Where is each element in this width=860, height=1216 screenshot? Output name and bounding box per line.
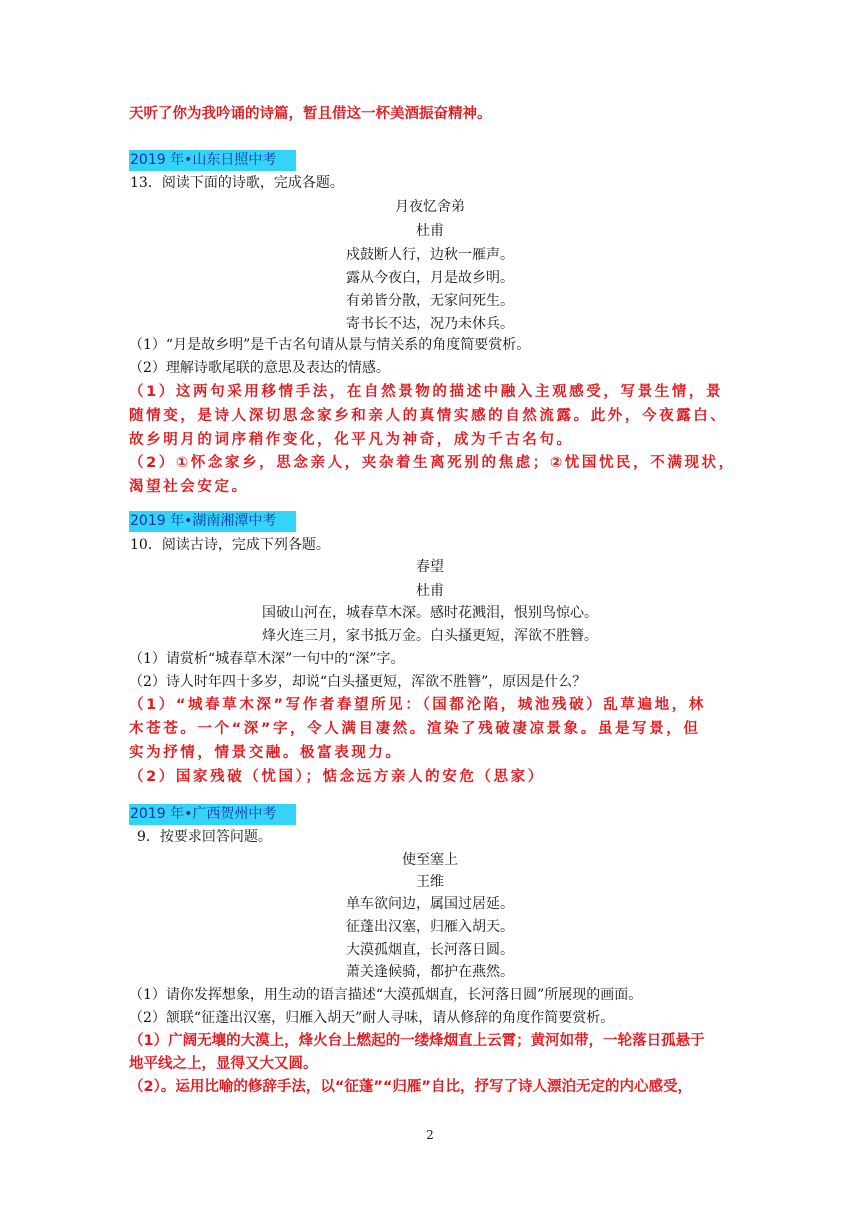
answer-line: （1）这两句采用移情手法，在自然景物的描述中融入主观感受，写景生情，景: [129, 384, 724, 400]
sub-question: （1）请赏析“城春草木深”一句中的“深”字。: [129, 651, 405, 667]
answer-line: 实为抒情，情景交融。极富表现力。: [129, 745, 403, 761]
poem-line: 国破山河在，城春草木深。感时花溅泪，恨别鸟惊心。: [262, 605, 598, 621]
sub-question: （1）请你发挥想象，用生动的语言描述“大漠孤烟直，长河落日圆”所展现的画面。: [129, 987, 643, 1003]
poem-author: 杜甫: [416, 223, 444, 239]
poem-author: 杜甫: [416, 583, 444, 599]
poem-line: 烽火连三月，家书抵万金。白头搔更短，浑欲不胜簪。: [262, 628, 598, 644]
answer-line: （2）①怀念家乡，思念亲人，夹杂着生离死别的焦虑；②忧国忧民，不满现状，: [129, 455, 736, 471]
section-heading: 2019 年•湖南湘潭中考: [129, 511, 296, 532]
section-heading: 2019 年•广西贺州中考: [129, 804, 296, 825]
poem-title: 月夜忆舍弟: [395, 199, 465, 215]
question-text: 10．阅读古诗，完成下列各题。: [130, 537, 330, 553]
poem-line: 征蓬出汉塞，归雁入胡天。: [346, 919, 514, 935]
answer-line: 故乡明月的词序稍作变化，化平凡为神奇，成为千古名句。: [129, 432, 574, 448]
answer-line: 随情变，是诗人深切思念家乡和亲人的真情实感的自然流露。此外，今夜露白、: [129, 408, 728, 424]
poem-line: 寄书长不达，况乃未休兵。: [346, 316, 514, 332]
answer-line: （2）国家残破（忧国）；惦念远方亲人的安危（思家）: [129, 769, 545, 785]
answer-line: （1）广阔无壤的大漠上，烽火台上燃起的一缕烽烟直上云霄；黄河如带，一轮落日孤悬于: [129, 1033, 705, 1049]
answer-line: 渴望社会安定。: [129, 479, 249, 495]
poem-line: 有弟皆分散，无家问死生。: [346, 293, 514, 309]
answer-line: 木苍苍。一个“深”字，令人满目凄然。渲染了残破凄凉景象。虽是写景，但: [129, 721, 701, 737]
sub-question: （2）理解诗歌尾联的意思及表达的情感。: [129, 360, 390, 376]
answer-line: （1）“城春草木深”写作者春望所见：（国都沦陷，城池残破）乱草遍地，林: [129, 697, 706, 713]
page-number: 2: [426, 1128, 434, 1142]
poem-line: 戍鼓断人行，边秋一雁声。: [346, 247, 514, 263]
answer-line: （2）。运用比喻的修辞手法，以“征蓬”“归雁”自比，抒写了诗人漂泊无定的内心感受，: [129, 1079, 692, 1095]
question-text: 9．按要求回答问题。: [137, 829, 272, 845]
sub-question: （1）“月是故乡明”是千古名句请从景与情关系的角度简要赏析。: [129, 337, 531, 353]
answer-line: 地平线之上，显得又大又圆。: [129, 1056, 318, 1072]
poem-author: 王维: [416, 874, 444, 890]
section-heading: 2019 年•山东日照中考: [129, 150, 296, 171]
answer-line: 天听了你为我吟诵的诗篇，暂且借这一杯美酒振奋精神。: [129, 106, 492, 122]
sub-question: （2）诗人时年四十多岁，却说“白头搔更短，浑欲不胜簪”，原因是什么？: [129, 674, 587, 690]
poem-line: 大漠孤烟直，长河落日圆。: [346, 942, 514, 958]
poem-title: 春望: [416, 559, 444, 575]
poem-line: 露从今夜白，月是故乡明。: [346, 270, 514, 286]
poem-line: 单车欲问边，属国过居延。: [346, 896, 514, 912]
poem-line: 萧关逢候骑，都护在燕然。: [346, 964, 514, 980]
poem-title: 使至塞上: [402, 852, 458, 868]
sub-question: （2）颔联“征蓬出汉塞，归雁入胡天”耐人寻味，请从修辞的角度作简要赏析。: [129, 1010, 615, 1026]
question-text: 13．阅读下面的诗歌，完成各题。: [130, 175, 344, 191]
